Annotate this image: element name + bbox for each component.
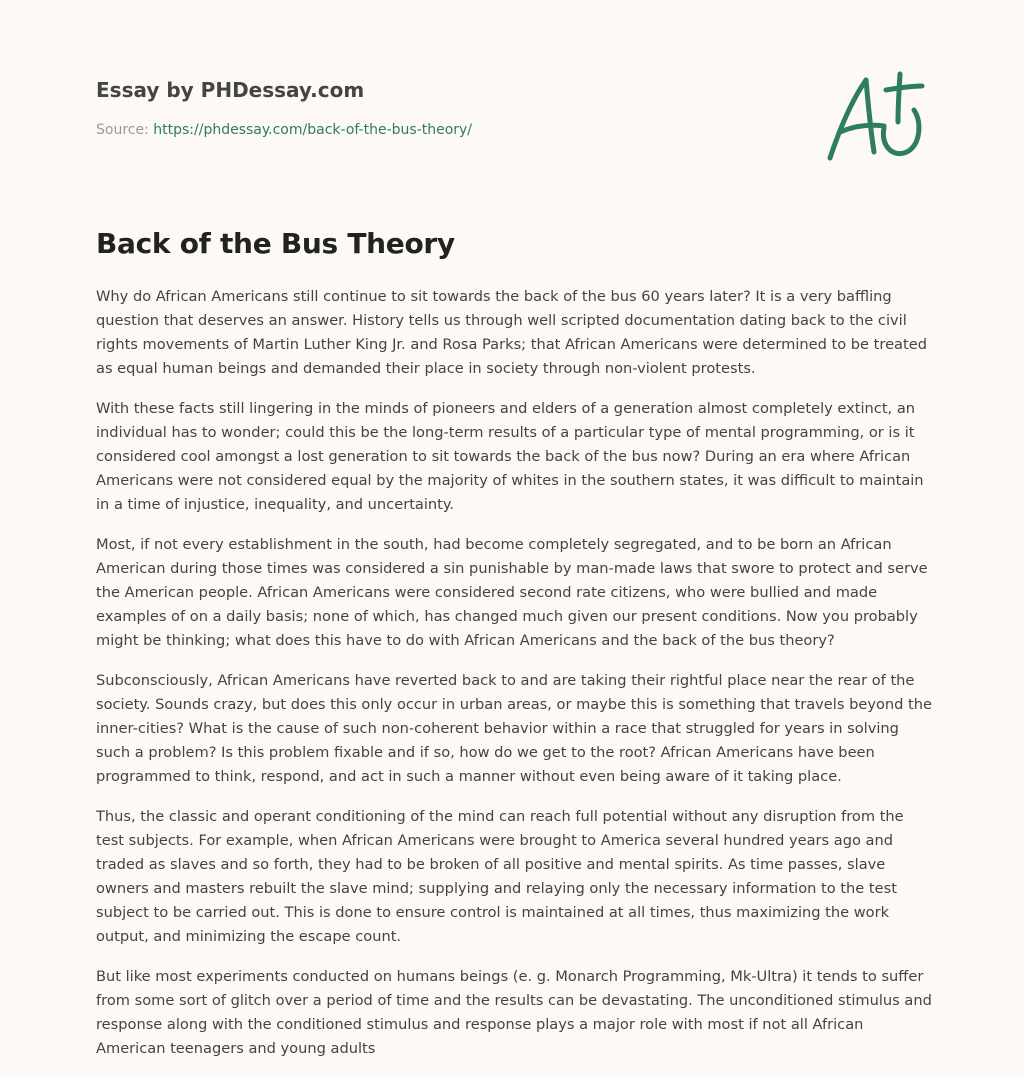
article-body [96, 285, 932, 1077]
paragraph: Thus, the classic and operant conditioning of the mind can reach full potential without any disruption from the test subjects. For example, when African Americans were brought to America several hundred years ago and traded as slaves and so forth, they had to be broken of all positive and mental spirits. As time passes, slave owners and masters rebuilt the slave mind; supplying and relaying only the necessary information to the test subject to be carried out. This is done to ensure control is maintained at all times, thus maximizing the work output, and minimizing the escape count. [96, 808, 904, 945]
source-line [96, 120, 696, 140]
page-header [96, 76, 696, 140]
article-title: Back of the Bus Theory [96, 227, 455, 260]
paragraph: Most, if not every establishment in the south, had become completely segregated, and to be born an African American during those times was considered a sin punishable by man-made laws that swore to protect and serve the American people. African Americans were considered second rate citizens, who were bullied and made examples of on a daily basis; none of which, has changed much given our present conditions. Now you probably might be thinking; what does this have to do with African Americans and the back of the bus theory? [96, 536, 928, 649]
paragraph: Why do African Americans still continue to sit towards the back of the bus 60 years later? It is a very baffling question that deserves an answer. History tells us through well scripted documentation dating back to the civil rights movements of Martin Luther King Jr. and Rosa Parks; that African Americans were determined to be treated as equal human beings and demanded their place in society through non-violent protests. [96, 288, 927, 377]
paragraph: Subconsciously, African Americans have reverted back to and are taking their rightful place near the rear of the society. Sounds crazy, but does this only occur in urban areas, or maybe this is something that travels beyond the inner-cities? What is the cause of such non-coherent behavior within a race that struggled for years in solving such a problem? Is this problem fixable and if so, how do we get to the root? African Americans have been programmed to think, respond, and act in such a manner without even being aware of it taking place. [96, 672, 932, 785]
a-plus-logo-icon [818, 66, 930, 166]
source-label: Source: [96, 122, 149, 138]
paragraph: With these facts still lingering in the minds of pioneers and elders of a generation almost completely extinct, an individual has to wonder; could this be the long-term results of a particular type of mental programming, or is it considered cool amongst a lost generation to sit towards the back of the bus now? During an era where African Americans were not considered equal by the majority of whites in the southern states, it was difficult to maintain in a time of injustice, inequality, and uncertainty. [96, 400, 924, 513]
site-brand: Essay by PHDessay.com [96, 78, 365, 102]
paragraph: But like most experiments conducted on humans beings (e. g. Monarch Programming, Mk-Ultra) it tends to suffer from some sort of glitch over a period of time and the results can be devastating. The unconditioned stimulus and response along with the conditioned stimulus and response plays a major role with most if not all African American teenagers and young adults [96, 968, 932, 1057]
source-link[interactable]: https://phdessay.com/back-of-the-bus-theory/ [153, 122, 473, 138]
